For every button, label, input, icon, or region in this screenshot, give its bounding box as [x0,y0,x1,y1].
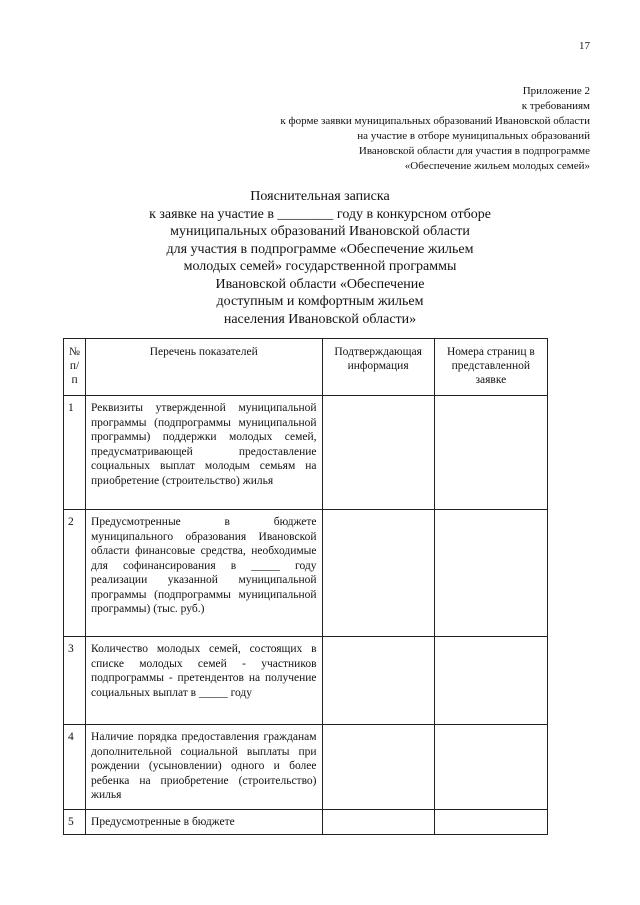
row-pages-cell[interactable] [434,510,547,637]
row-number: 2 [64,510,86,637]
row-indicator: Предусмотренные в бюджете муниципального образования Ивановской области финансовые средства, необходимые для софинансирования в _____ году реализации указанной муниципальной программы (подпрограммы муниципальной программы) (тыс. руб.) [86,510,322,637]
table-row [64,510,548,637]
title-line: для участия в подпрограмме «Обеспечение жильем [166,241,474,257]
header-pages: Номера страниц в представленной заявке [434,339,547,396]
row-pages-cell[interactable] [434,396,547,510]
row-indicator: Наличие порядка предоставления гражданам дополнительной социальной выплаты при рождении (усыновлении) одного и более ребенка на приобретение (строительство) жилья [86,725,322,810]
row-info-cell[interactable] [322,637,434,725]
row-info-cell[interactable] [322,396,434,510]
table-header-row [64,339,548,396]
appendix-line: «Обеспечение жильем молодых семей» [404,160,590,172]
indicators-table [63,338,548,835]
table-row [64,810,548,835]
title-line: населения Ивановской области» [223,311,417,327]
appendix-line: Ивановской области для участия в подпрограмме [358,145,590,157]
header-info: Подтверждающая информация [322,339,434,396]
header-number: № п/п [64,339,86,396]
table-row [64,396,548,510]
appendix-line: на участие в отборе муниципальных образований [357,130,590,142]
title-line: муниципальных образований Ивановской области [170,224,470,239]
table-row [64,637,548,725]
appendix-line: к требованиям [521,100,590,112]
appendix-line: к форме заявки муниципальных образований Ивановской области [280,115,590,127]
document-title [0,188,640,328]
row-info-cell[interactable] [322,810,434,835]
title-line: молодых семей» государственной программы [183,259,457,274]
row-number: 3 [64,637,86,725]
appendix-line: Приложение 2 [522,85,590,97]
row-indicator: Реквизиты утвержденной муниципальной программы (подпрограммы муниципальной программы) поддержки молодых семей, предусматривающей предоставление социальных выплат молодым семьям на приобретение (строительство) жилья [86,396,322,510]
title-line: доступным и комфортным жильем [216,294,424,309]
row-pages-cell[interactable] [434,637,547,725]
title-line: к заявке на участие в ________ году в конкурсном отборе [149,206,491,222]
row-indicator: Количество молодых семей, состоящих в списке молодых семей - участников подпрограммы - претендентов на получение социальных выплат в _____ году [86,637,322,725]
row-pages-cell[interactable] [434,725,547,810]
row-pages-cell[interactable] [434,810,547,835]
appendix-header [280,84,590,174]
title-line: Ивановской области «Обеспечение [215,276,425,292]
row-number: 1 [64,396,86,510]
row-number: 4 [64,725,86,810]
row-number: 5 [64,810,86,835]
row-info-cell[interactable] [322,725,434,810]
table-row [64,725,548,810]
header-indicator: Перечень показателей [86,339,322,396]
row-indicator: Предусмотренные в бюджете [86,810,322,835]
page-number: 17 [579,40,590,52]
title-line: Пояснительная записка [250,189,390,204]
row-info-cell[interactable] [322,510,434,637]
